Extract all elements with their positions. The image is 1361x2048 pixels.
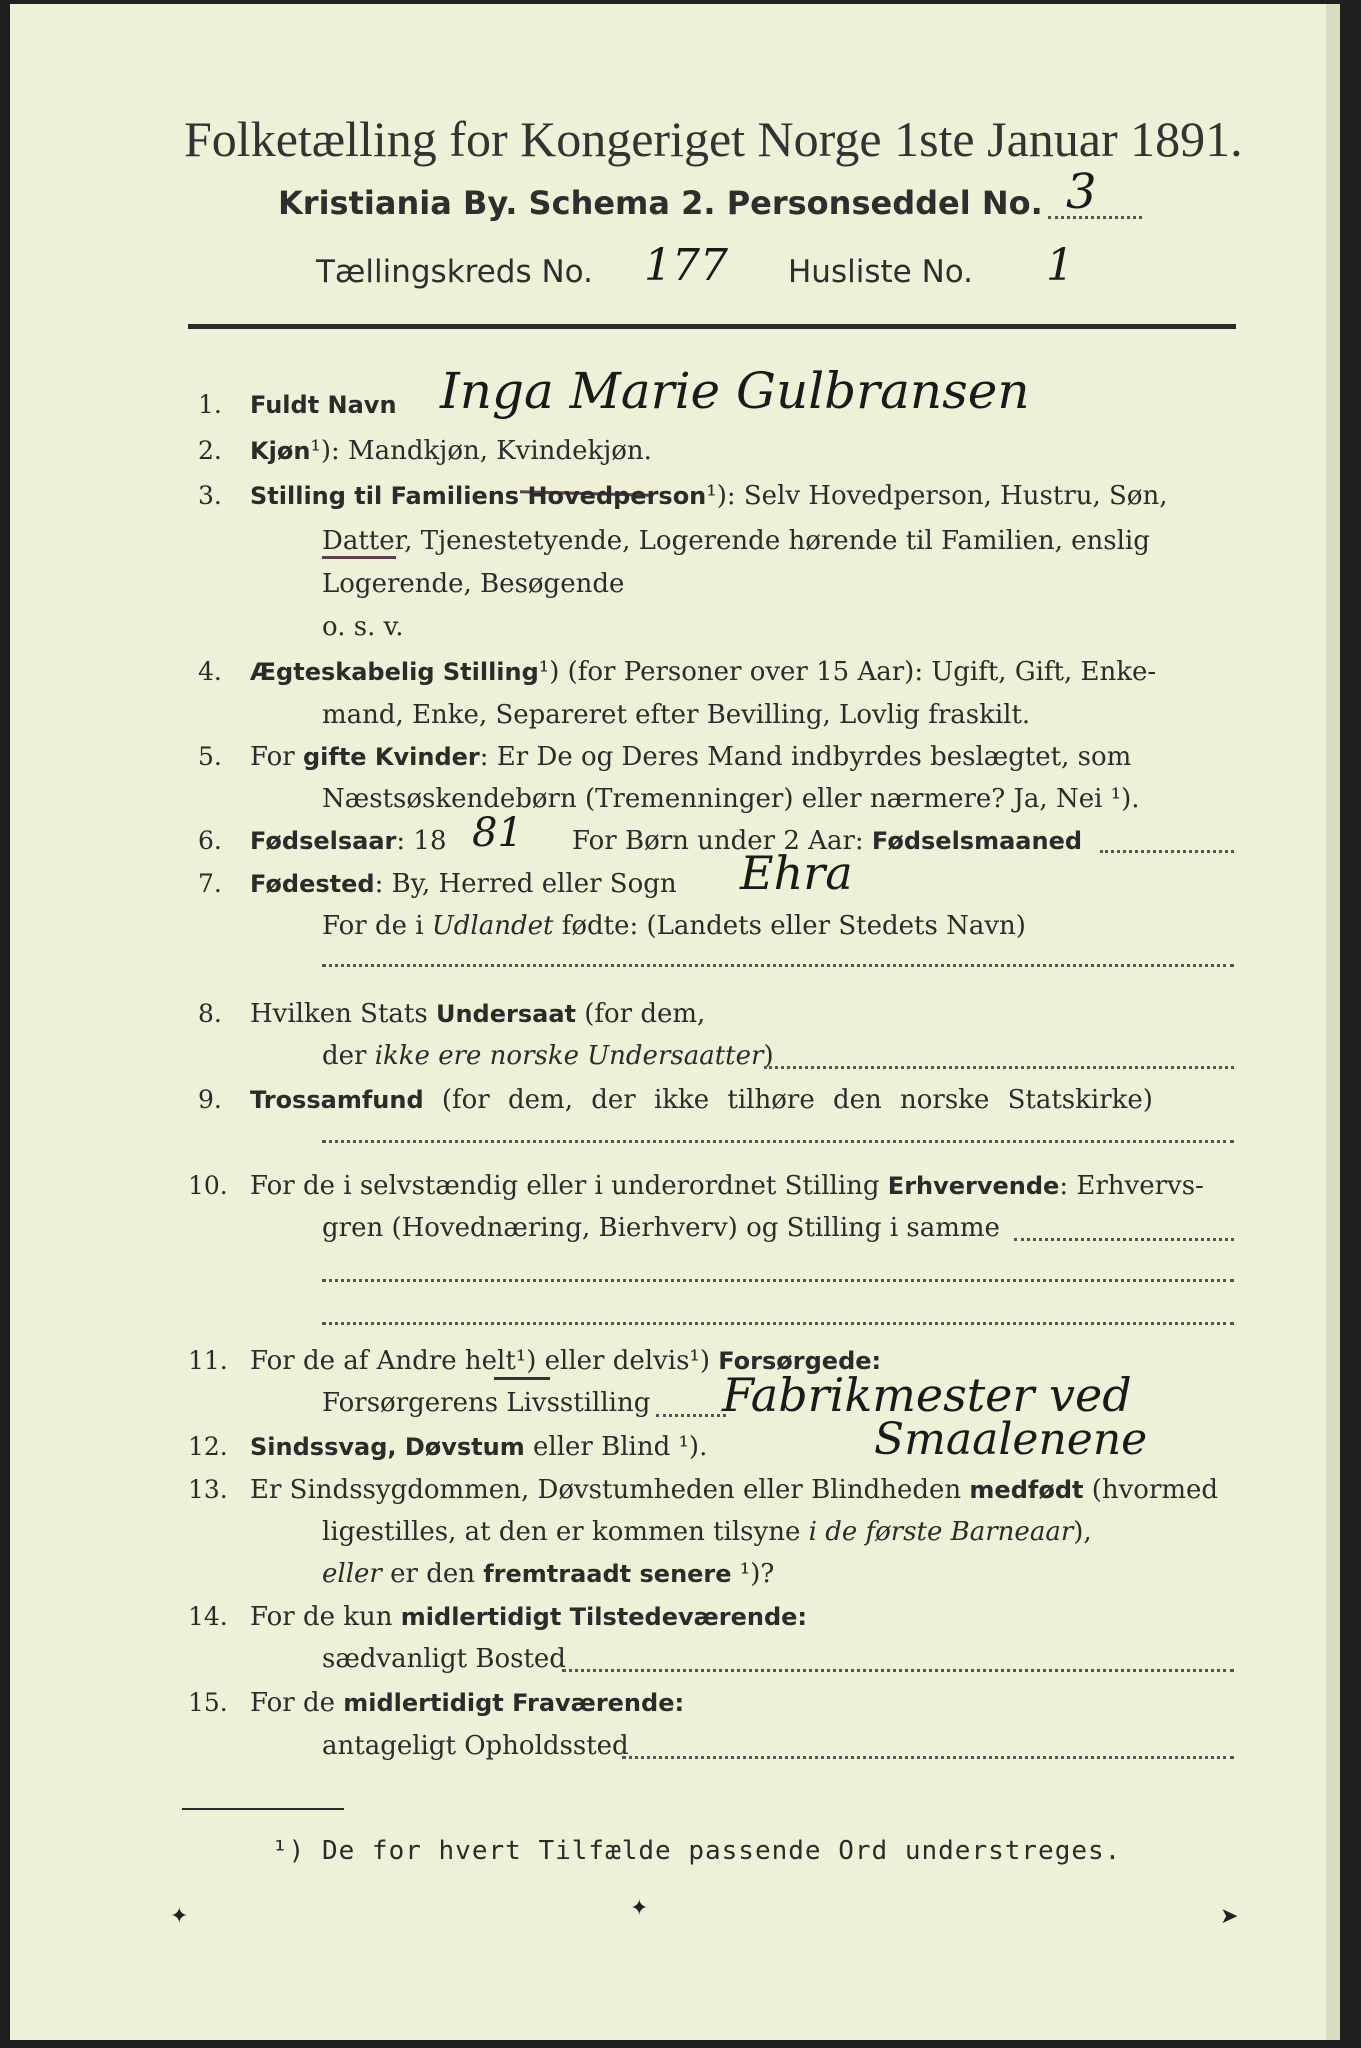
- item-3-line-1: Stilling til Familiens Hovedperson¹): Selv Hovedperson, Hustru, Søn,: [250, 481, 1168, 511]
- item-9-dotline: [322, 1140, 1234, 1143]
- item-7-birthplace: Ehra: [740, 846, 853, 900]
- item-6-dotline: [1100, 850, 1234, 853]
- item-6-label: Fødselsaar: 18: [250, 826, 447, 856]
- header-rule: [188, 324, 1236, 329]
- item-5-line-1: For gifte Kvinder: Er De og Deres Mand indbyrdes beslægtet, som: [250, 742, 1132, 772]
- item-2-text: Kjøn¹): Mandkjøn, Kvindekjøn.: [250, 436, 652, 466]
- item-4-line-1: Ægteskabelig Stilling¹) (for Personer over 15 Aar): Ugift, Gift, Enke-: [250, 657, 1157, 687]
- item-14-number: 14.: [188, 1602, 228, 1631]
- item-3-line-3: Logerende, Besøgende: [322, 569, 625, 599]
- item-1-number: 1.: [198, 390, 222, 419]
- footnote: ¹) De for hvert Tilfælde passende Ord understreges.: [272, 1836, 1122, 1866]
- item-15-line-1: For de midlertidigt Fraværende:: [250, 1688, 685, 1718]
- husliste-number: 1: [1046, 240, 1074, 291]
- item-10-dotline-1: [1014, 1238, 1234, 1241]
- item-12-handwriting: Smaalenene: [874, 1414, 1148, 1465]
- item-2-number: 2.: [198, 436, 222, 465]
- item-9-text: Trossamfund (for dem, der ikke tilhøre den norske Statskirke): [250, 1085, 1153, 1115]
- item-4-number: 4.: [198, 657, 222, 686]
- item-3-line-4: o. s. v.: [322, 612, 404, 642]
- corner-mark-center: ✦: [630, 1896, 649, 1921]
- item-11-line-2: Forsørgerens Livsstilling: [322, 1388, 651, 1418]
- personseddel-number: 3: [1066, 164, 1097, 220]
- form-subtitle: Kristiania By. Schema 2. Personseddel No.: [278, 184, 1043, 222]
- item-3-number: 3.: [198, 481, 222, 510]
- item-4-line-2: mand, Enke, Separeret efter Bevilling, Lovlig fraskilt.: [322, 700, 1031, 730]
- item-10-line-2: gren (Hovednæring, Bierhverv) og Stilling i samme: [322, 1213, 1000, 1243]
- item-7-line-2: For de i Udlandet fødte: (Landets eller Stedets Navn): [322, 911, 1026, 941]
- item-12-text: Sindssvag, Døvstum eller Blind ¹).: [250, 1432, 708, 1462]
- item-15-dotline: [622, 1756, 1234, 1759]
- item-8-line-1: Hvilken Stats Undersaat (for dem,: [250, 999, 706, 1029]
- item-5-line-2: Næstsøskendebørn (Tremenninger) eller nærmere? Ja, Nei ¹).: [322, 784, 1140, 814]
- corner-mark-right: ➤: [1220, 1904, 1239, 1929]
- item-14-line-2: sædvanligt Bosted: [322, 1644, 566, 1674]
- item-10-number: 10.: [188, 1171, 228, 1200]
- item-7-dotline: [322, 964, 1234, 967]
- item-13-line-3: eller er den fremtraadt senere ¹)?: [322, 1559, 775, 1589]
- item-6-number: 6.: [198, 826, 222, 855]
- item-10-dotline-3: [322, 1322, 1234, 1325]
- item-7-label: Fødested: By, Herred eller Sogn: [250, 869, 677, 899]
- item-10-line-1: For de i selvstændig eller i underordnet Stilling Erhvervende: Erhvervs-: [250, 1171, 1204, 1201]
- item-7-number: 7.: [198, 869, 222, 898]
- item-5-number: 5.: [198, 742, 222, 771]
- datter-underline: [322, 556, 396, 559]
- item-13-number: 13.: [188, 1475, 228, 1504]
- item-13-line-2: ligestilles, at den er kommen tilsyne i de første Barneaar),: [322, 1517, 1092, 1547]
- corner-mark-left: ✦: [170, 1904, 189, 1929]
- item-8-dotline: [764, 1066, 1234, 1069]
- husliste-label: Husliste No.: [788, 254, 974, 290]
- item-15-line-2: antageligt Opholdssted: [322, 1731, 629, 1761]
- item-14-line-1: For de kun midlertidigt Tilstedeværende:: [250, 1602, 808, 1632]
- item-12-number: 12.: [188, 1432, 228, 1461]
- item-11-provider-occupation: Fabrikmester ved: [722, 1368, 1132, 1422]
- item-3-line-2: Datter, Tjenestetyende, Logerende hørende til Familien, enslig: [322, 526, 1150, 556]
- item-11-line-1: For de af Andre helt¹) eller delvis¹) Forsørgede:: [250, 1346, 882, 1376]
- item-9-number: 9.: [198, 1085, 222, 1114]
- item-11-dotline: [656, 1414, 726, 1417]
- census-form-page: [10, 4, 1340, 2040]
- personseddel-dotline: [1048, 216, 1142, 219]
- footnote-rule: [182, 1808, 344, 1810]
- item-1-full-name: Inga Marie Gulbransen: [440, 362, 1030, 420]
- item-8-number: 8.: [198, 999, 222, 1028]
- item-6-children-text: For Børn under 2 Aar: Fødselsmaaned: [572, 826, 1083, 856]
- tellingskreds-number: 177: [644, 240, 728, 291]
- item-14-dotline: [562, 1669, 1234, 1672]
- item-6-birth-year: 81: [472, 810, 523, 856]
- item-13-line-1: Er Sindssygdommen, Døvstumheden eller Blindheden medfødt (hvormed: [250, 1475, 1219, 1505]
- helt-underline: [494, 1377, 550, 1380]
- item-15-number: 15.: [188, 1688, 228, 1717]
- tellingskreds-label: Tællingskreds No.: [316, 254, 593, 290]
- item-8-line-2: der ikke ere norske Undersaatter): [322, 1041, 774, 1071]
- item-1-label: Fuldt Navn: [250, 391, 397, 419]
- item-11-number: 11.: [188, 1346, 228, 1375]
- item-10-dotline-2: [322, 1279, 1234, 1282]
- form-title: Folketælling for Kongeriget Norge 1ste Januar 1891.: [184, 111, 1243, 167]
